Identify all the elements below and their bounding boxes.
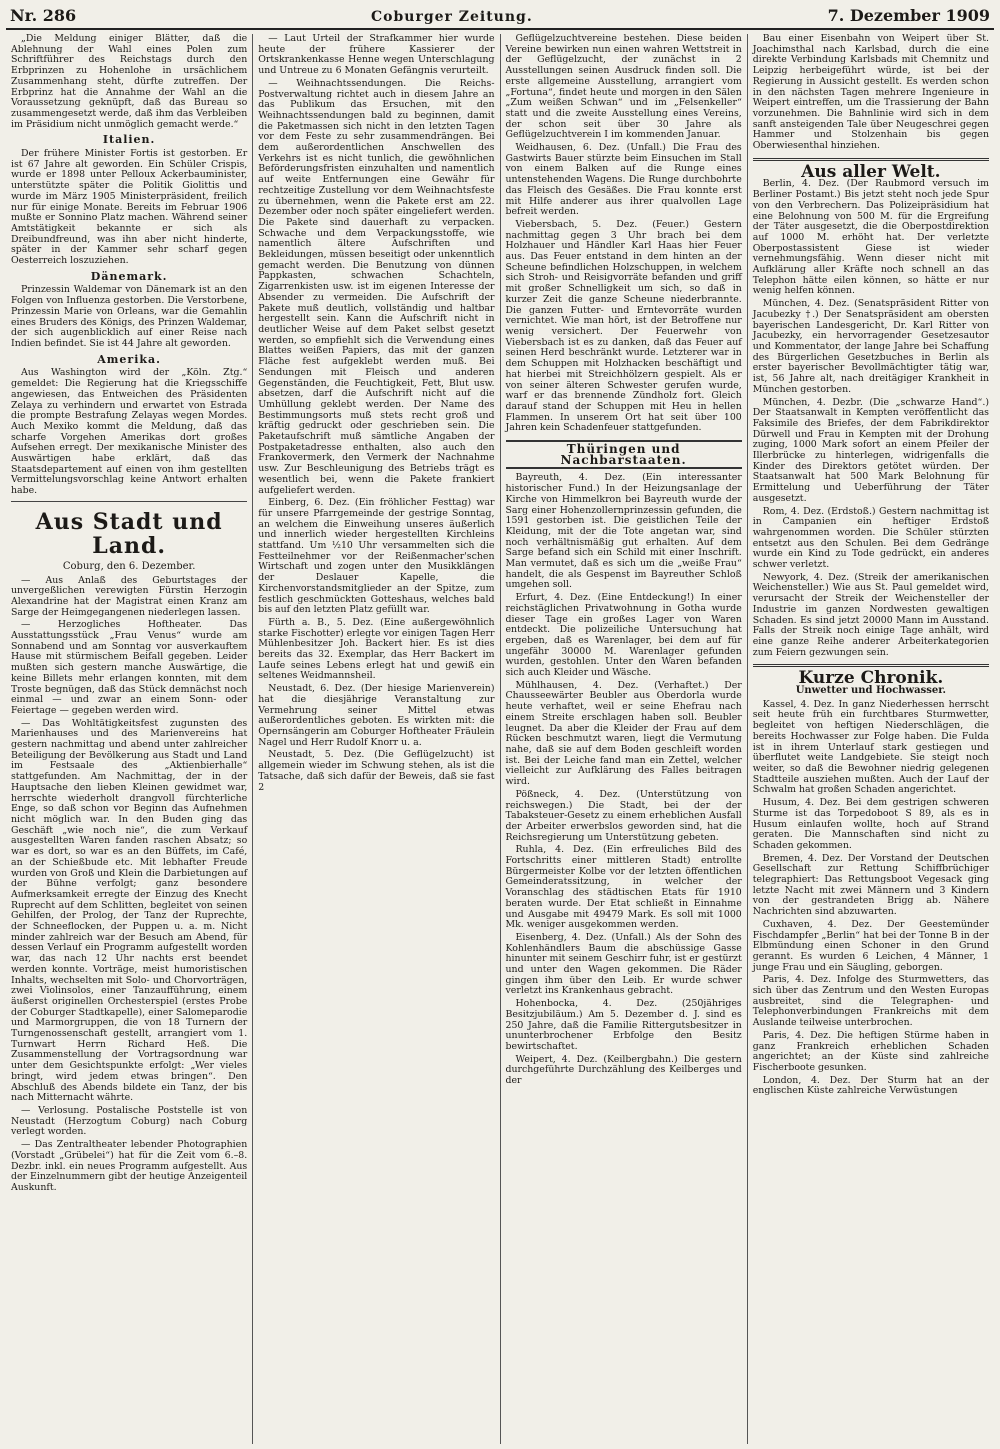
heading-stadt-und-land: Aus Stadt und Land. xyxy=(35,508,223,559)
article-paris-telegraph: Paris, 4. Dez. Infolge des Sturmwetters, das sich über das Zentrum und den Westen Europas ausbreitet, sind die Telegraphen- und Telephonverbindungen Frankreichs mit dem Auslande teilweise unterbrochen. xyxy=(752,974,989,1029)
issue-number: Nr. 286 xyxy=(10,6,77,25)
article-fuerth: Fürth a. B., 5. Dez. (Eine außergewöhnlich starke Fischotter) erlegte vor einigen Tagen Herr Mühlenbesitzer Joh. Backert hier. Es ist dies bereits das 32. Exemplar, das Herr Backert im Laufe seines Lebens erlegt hat und gewiß ein seltenes Weidmannsheil. xyxy=(258,616,495,682)
article-wohltaetigkeitsfest: — Das Wohltätigkeitsfest zugunsten des Marienhauses und des Marienvereins hat gestern nachmittag und abend unter zahlreicher Beteiligung der Bevölkerung aus Stadt und Land im Festsaale des „Aktienbierhalle“ stattgefunden. Am Nachmittag, der in der Hauptsache den lieben Kleinen gewidmet war, herrschte wiederholt drangvoll fürchterliche Enge, so daß schon vor Beginn das Aufnehmen nicht möglich war. In den Buden ging das Geschäft „wie noch nie“, die zum Verkauf ausgestellten Waren fanden raschen Absatz; so war es dort, so war es an den Büffets, im Café, an der Schießbude etc. Mit lebhafter Freude wurden von Groß und Klein die Darbietungen auf der Bühne verfolgt; ganz besondere Aufmerksamkeit erregte der Einzug des Knecht Ruprecht auf dem Schlitten, begleitet von seinen Gehilfen, der Prolog, der Tanz der Ruprechte, der Schneeflocken, der Puppen u. a. m. Nicht minder zahlreich war der Besuch am Abend, für dessen Verlauf ein Programm aufgestellt worden war, das nach 12 Uhr nachts erst beendet werden konnte. Vorträge, meist humoristischen Inhalts, wechselten mit Solo- und Chorvorträgen, zwei Violinsolos, einer Tanzaufführung, einem äußerst originellen Orchesterspiel (erstes Probe der Coburger Stadtkapelle), einer Salomeparodie und Marmorgruppen, die von 18 Turnern der Turngenossenschaft gestellt, arrangiert vom 1. Turnwart Herrn Richard Heß. Die Zusammenstellung der Vortragsordnung war unter dem Gesichtspunkte erfolgt: „Wer vieles bringt, wird jedem etwas bringen“. Den Abschluß des Abends bildete ein Tanz, der bis nach Mitternacht währte. xyxy=(11,717,248,1104)
subheading-unwetter: Unwetter und Hochwasser. xyxy=(795,685,947,697)
article-cuxhaven: Cuxhaven, 4. Dez. Der Geestemünder Fischdampfer „Berlin“ hat bei der Tonne B in der Elbmündung einen Schoner in den Grund gerannt. Es wurden 6 Leichen, 4 Männer, 1 junge Frau und ein Säugling, geborgen. xyxy=(752,918,989,973)
article-einberg: Einberg, 6. Dez. (Ein fröhlicher Festtag) war für unsere Pfarrgemeinde der gestrige Sonntag, an welchem die Einweihung unseres äußerlich und innerlich wieder hergestellten Kirchleins stattfand. Um ½10 Uhr versammelten sich die Festteilnehmer vor der Reißenmacher'schen Wirtschaft und zogen unter den Musikklängen der Deslauer Kapelle, die Kirchenvorstandsmitglieder an der Spitze, zum festlich geschmückten Gotteshaus, welches bald bis auf den letzten Platz gefüllt war. xyxy=(258,497,495,616)
article-newyork: Newyork, 4. Dez. (Streik der amerikanischen Weichensteller.) Wie aus St. Paul gemeldet wird, verursacht der Streik der Weichensteller der Industrie im ganzen Nordwesten gewaltigen Schaden. Es sind jetzt 20000 Mann im Ausstand. Falls der Streik noch einige Tage anhält, wird eine ganze Reihe anderer Arbeiterkategorien zum Feiern gezwungen sein. xyxy=(752,571,989,658)
article-geburtstag: — Aus Anlaß des Geburtstages der unvergeßlichen verewigten Fürstin Herzogin Alexandrine hat der Magistrat einen Kranz am Sarge der Heimgegangenen niederlegen lassen. xyxy=(11,574,248,618)
article-verlosung: — Verlosung. Postalische Poststelle ist von Neustadt (Herzogtum Coburg) nach Coburg verlegt worden. xyxy=(11,1104,248,1138)
article-gefluegel-continued: Geflügelzuchtvereine bestehen. Diese beiden Vereine bewirken nun einen wahren Wettstreit in der Geflügelzucht, der zunächst in 2 Ausstellungen seinen Ausdruck finden soll. Die erste allgemeine Ausstellung, arrangiert vom „Fortuna“, findet heute und morgen in den Sälen „Zum weißen Schwan“ und im „Felsenkeller“ statt und die zweite Ausstellung eines Vereins, der schon seit über 30 Jahre als Geflügelzuchtverein I im kommenden Januar. xyxy=(505,34,742,141)
heading-aus-aller-welt: Aus aller Welt. xyxy=(801,161,941,182)
column-2 xyxy=(253,34,500,1444)
heading-daenemark: Dänemark. xyxy=(90,269,168,283)
article-eisenberg: Eisenberg, 4. Dez. (Unfall.) Als der Sohn des Kohlenhändlers Baum die abschüssige Gasse hinunter mit seinem Geschirr fuhr, ist er gestürzt und unter den Wagen gekommen. Die Räder gingen ihm über den Leib. Er wurde schwer verletzt ins Krankenhaus gebracht. xyxy=(505,931,742,997)
article-paris-stuerme: Paris, 4. Dez. Die heftigen Stürme haben in ganz Frankreich erheblichen Schaden angerichtet; an der Küste sind zahlreiche Fischerboote gesunken. xyxy=(752,1029,989,1073)
article-muehlhausen: Mühlhausen, 4. Dez. (Verhaftet.) Der Chausseewärter Beubler aus Oberdorla wurde heute verhaftet, weil er seine Ehefrau nach einem Streite erschlagen haben soll. Beubler leugnet. Da aber die Kleider der Frau auf dem Rücken beschmutzt waren, liegt die Vermutung nahe, daß sie auf dem Boden geschleift worden ist. Bei der Leiche fand man ein Zettel, welcher vielleicht zur Aufklärung des Falles beitragen wird. xyxy=(505,679,742,788)
article-hoftheater: — Herzogliches Hoftheater. Das Ausstattungsstück „Frau Venus“ wurde am Sonnabend und am Sonntag vor ausverkauftem Hause mit stürmischem Beifall gegeben. Leider mußten sich gestern manche Auswärtige, die keine Billets mehr erlangen konnten, mit dem Troste begnügen, daß das Stück demnächst noch einmal — und zwar an einem Sonn- oder Feiertage — gegeben werden wird. xyxy=(11,619,248,716)
article-strafkammer: — Laut Urteil der Strafkammer hier wurde heute der frühere Kassierer der Ortskrankenkasse Henne wegen Unterschlagung und Untreue zu 6 Monaten Gefängnis verurteilt. xyxy=(258,34,495,77)
article-london: London, 4. Dez. Der Sturm hat an der englischen Küste zahlreiche Verwüstungen xyxy=(752,1074,989,1097)
article-poessneck: Pößneck, 4. Dez. (Unterstützung von reichswegen.) Die Stadt, bei der der Tabaksteuer-Gesetz zu einem erheblichen Ausfall der Arbeiter erwerbslos geworden sind, hat die Reichsregierung um Unterstützung gebeten. xyxy=(505,788,742,843)
article-bahn-continued: Bau einer Eisenbahn von Weipert über St. Joachimsthal nach Karlsbad, durch die eine direkte Verbindung Karlsbads mit Chemnitz und Leipzig herbeigeführt würde, ist bei der Regierung in Aussicht gestellt. Es werden schon in den nächsten Tagen mehrere Ingenieure in Weipert eintreffen, um die Trassierung der Bahn vorzunehmen. Die Bahnlinie wird sich in dem sanft ansteigenden Tale über Neugeschrei gegen Hammer und Stolzenhain bis gegen Oberwiesenthal hinziehen. xyxy=(752,34,989,152)
heading-italien: Italien. xyxy=(102,133,156,147)
article-italien: Der frühere Minister Fortis ist gestorben. Er ist 67 Jahre alt geworden. Ein Schüler Crispis, wurde er 1898 unter Pelloux Ackerbauminister, unterstützte später die Politik Giolittis und wurde im März 1905 Ministerpräsident, freilich nur für einige Monate. Bereits im Februar 1906 mußte er Sonnino Platz machen. Während seiner Amtstätigkeit bekannte er sich als Dreibundfreund, was ihn aber nicht hinderte, später in der Kammer sehr scharf gegen Oesterreich loszuziehen. xyxy=(11,148,248,267)
article-viebersbach: Viebersbach, 5. Dez. (Feuer.) Gestern nachmittag gegen 3 Uhr brach bei dem Holzhauer und Händler Karl Haas hier Feuer aus. Das Feuer entstand in dem hinten an der Scheune befindlichen Holzschuppen, in welchem sich Stroh- und Reisigvorräte befanden und griff mit großer Schnelligkeit um sich, so daß in kurzer Zeit die ganze Scheune niederbrannte. Die ganzen Futter- und Erntevorräte wurden vernichtet. Wie man hört, ist der Betroffene nur wenig versichert. Der Feuerwehr von Viebersbach ist es zu danken, daß das Feuer auf seinen Herd beschränkt wurde. Letzterer war in dem Schuppen mit Holzhacken beschäftigt und hat hierbei mit Streichhölzern gespielt. Als er von seiner älteren Schwester gerufen wurde, warf er das brennende Zündholz fort. Gleich darauf stand der Schuppen mit Heu in hellen Flammen. In unserem Ort hat seit über 100 Jahren kein Schadenfeuer stattgefunden. xyxy=(505,218,742,434)
article-reichstag: „Die Meldung einiger Blätter, daß die Ablehnung der Wahl eines Polen zum Schriftführer des Reichstags durch den Erbprinzen zu Hohenlohe in ursächlichem Zusammenhang steht, dürfte zutreffen. Der Erbprinz hat die Annahme der Wahl an die Voraussetzung geknüpft, daß das Bureau so zusammengesetzt werde, daß ihm das Verbleiben im Präsidium nicht unmöglich gemacht werde.“ xyxy=(11,34,248,130)
article-bayreuth: Bayreuth, 4. Dez. (Ein interessanter historischer Fund.) In der Heizungsanlage der Kirche von Himmelkron bei Bayreuth wurde der Sarg einer Hohenzollernprinzessin gefunden, die 1591 gestorben ist. Die geistlichen Teile der Kleidung, mit der die Tote angetan war, sind noch verhältnismäßig gut erhalten. Auf dem Sarge befand sich ein Schild mit einer Inschrift. Man vermutet, daß es sich um die „weiße Frau“ handelt, die als Gespenst im Bayreuther Schloß umgehen soll. xyxy=(505,472,742,591)
divider xyxy=(753,664,989,667)
article-bremen: Bremen, 4. Dez. Der Vorstand der Deutschen Gesellschaft zur Rettung Schiffbrüchiger telegraphiert: Das Rettungsboot Vegesack ging letzte Nacht mit zwei Männern und 3 Kindern von der gestrandeten Brigg ab. Nähere Nachrichten sind abzuwarten. xyxy=(752,852,989,918)
article-ruhla: Ruhla, 4. Dez. (Ein erfreuliches Bild des Fortschritts einer mittleren Stadt) entrollte Bürgermeister Kolbe vor der letzten öffentlichen Gemeinderatssitzung, in welcher der Voranschlag des städtischen Etats für 1910 beraten wurde. Der Etat schließt in Einnahme und Ausgabe mit 49479 Mark. Es soll mit 1000 Mk. weniger ausgekommen werden. xyxy=(505,844,742,931)
divider xyxy=(753,158,989,161)
columns xyxy=(6,34,994,1444)
divider xyxy=(11,501,247,502)
masthead xyxy=(6,6,994,30)
article-husum: Husum, 4. Dez. Bei dem gestrigen schweren Sturme ist das Torpedoboot S 89, als es in Husum einlaufen wollte, hoch auf Strand geraten. Die Mannschaften sind nicht zu Schaden gekommen. xyxy=(752,797,989,851)
article-erfurt: Erfurt, 4. Dez. (Eine Entdeckung!) In einer reichstäglichen Privatwohnung in Gotha wurde dieser Tage ein großes Lager von Waren entdeckt. Die polizeiliche Untersuchung hat ergeben, daß es Warenlager, bei dem auf für ungefähr 30000 M. Warenlager gefunden wurden, gestohlen. Unter den Waren befanden sich auch Kleider und Wäsche. xyxy=(505,592,742,679)
heading-kurze-chronik: Kurze Chronik. xyxy=(798,668,944,689)
dateline-coburg: Coburg, den 6. Dezember. xyxy=(62,560,196,572)
article-berlin: Berlin, 4. Dez. (Der Raubmord versuch im Berliner Postamt.) Bis jetzt steht noch jede Spur von den Verbrechern. Das Polizeipräsidium hat eine Belohnung von 500 M. für die Ergreifung der Täter ausgesetzt, die die Oberpostdirektion auf 1000 M. erhöht hat. Der verletzte Oberpostassistent Giese ist wieder vernehmungsfähig. Wenn dieser nicht mit Aufklärung aller Kräfte noch schnell an das Telephon hätte eilen können, so hätte er nur wenig helfen können. xyxy=(752,178,989,297)
article-neustadt-marienverein: Neustadt, 6. Dez. (Der hiesige Marienverein) hat die diesjährige Veranstaltung zur Vermehrung seiner Mittel etwas außerordentliches geboten. Es wirkten mit: die Opernsängerin am Coburger Hoftheater Fräulein Nagel und Herr Rudolf Knorr u. a. xyxy=(258,683,495,748)
column-3 xyxy=(501,34,748,1444)
heading-amerika: Amerika. xyxy=(97,352,161,366)
article-rom: Rom, 4. Dez. (Erdstoß.) Gestern nachmittag ist in Campanien ein heftiger Erdstoß wahrgenommen worden. Die Schüler stürzten entsetzt aus den Schulen. Bei dem Gedränge wurde ein Kind zu Tode gedrückt, ein anderes schwer verletzt. xyxy=(752,505,989,571)
article-zentraltheater: — Das Zentraltheater lebender Photographien (Vorstadt „Grübelei“) hat für die Zeit vom 6.–8. Dezbr. inkl. ein neues Programm aufgestellt. Aus der Einzelnummern gibt der heutige Anzeigenteil Auskunft. xyxy=(11,1139,248,1193)
article-hohenbocka: Hohenbocka, 4. Dez. (250jähriges Besitzjubiläum.) Am 5. Dezember d. J. sind es 250 Jahre, daß die Familie Rittergutsbesitzer in ununterbrochener Erbfolge den Besitz bewirtschaftet. xyxy=(505,998,742,1052)
heading-thueringen: Thüringen und Nachbarstaaten. xyxy=(506,440,742,469)
article-weidhausen: Weidhausen, 6. Dez. (Unfall.) Die Frau des Gastwirts Bauer stürzte beim Einsuchen im Stall von einem Balken auf die Runge eines untenstehenden Wagens. Die Runge durchbohrte das Fleisch des Gesäßes. Die Frau konnte erst mit Hilfe anderer aus ihrer qualvollen Lage befreit werden. xyxy=(505,142,742,218)
article-neustadt-gefluegelzucht: Neustadt, 5. Dez. (Die Geflügelzucht) ist allgemein wieder im Schwung stehen, als ist die Tatsache, daß sich dafür der Beweis, daß sie fast 2 xyxy=(258,749,495,793)
article-muenchen-senatspraesident: München, 4. Dez. (Senatspräsident Ritter von Jacubezky †.) Der Senatspräsident am obersten bayerischen Landesgericht, Dr. Karl Ritter von Jacubezky, ein hervorragender Gesetzesautor und Kommentator, der lange Jahre bei Schaffung des Bürgerlichen Gesetzbuches in Berlin als erster bayerischer Bevollmächtigter tätig war, ist, 56 Jahre alt, nach dreitägiger Krankheit in München gestorben. xyxy=(752,298,989,395)
article-amerika: Aus Washington wird der „Köln. Ztg.“ gemeldet: Die Regierung hat die Kriegsschiffe angewiesen, das Entweichen des Präsidenten Zelaya zu verhindern und erwartet von Estrada die prompte Bestrafung Zelayas wegen Mordes. Auch Mexiko kommt die Meldung, daß das scharfe Vorgehen Amerikas dort großes Aufsehen erregt. Der mexikanische Minister des Auswärtigen habe erklärt, daß das Staatsdepartement auf einen von ihm gestellten Vermittelungsvorschlag keine Antwort erhalten habe. xyxy=(11,367,248,497)
article-muenchen-schwarze-hand: München, 4. Dezbr. (Die „schwarze Hand“.) Der Staatsanwalt in Kempten veröffentlicht das Faksimile des Briefes, der dem Fabrikdirektor Dürwell und Frau in Kempten mit der Drohung zuging, 1000 Mark sofort an einem Pfeiler der Illerbrücke zu hinterlegen, widrigenfalls die Kinder des Direktors getötet würden. Der Staatsanwalt hat 500 Mark Belohnung für Ermittelung und Ueberführung der Täter ausgesetzt. xyxy=(752,396,989,504)
column-1 xyxy=(6,34,253,1444)
article-daenemark: Prinzessin Waldemar von Dänemark ist an den Folgen von Influenza gestorben. Die Verstorbene, Prinzessin Marie von Orleans, war die Gemahlin eines Bruders des Königs, des Prinzen Waldemar, der sich augenblicklich auf einer Reise nach Indien befindet. Sie ist 44 Jahre alt geworden. xyxy=(11,284,248,349)
article-weipert: Weipert, 4. Dez. (Keilbergbahn.) Die gestern durchgeführte Durchzählung des Keilberges und der xyxy=(505,1053,742,1087)
article-weihnachtssendungen: — Weihnachtssendungen. Die Reichs-Postverwaltung richtet auch in diesem Jahre an das Publikum das Ersuchen, mit den Weihnachtssendungen bald zu beginnen, damit die Paketmassen sich nicht in den letzten Tagen vor dem Feste zu sehr zusammendrängen. Bei dem außerordentlichen Anschwellen des Verkehrs ist es nicht tunlich, die gewöhnlichen Beförderungsfristen einzuhalten und namentlich auf weite Entfernungen eine Gewähr für rechtzeitige Zustellung vor dem Weihnachtsfeste zu übernehmen, wenn die Pakete erst am 22. Dezember oder noch später eingeliefert werden. Die Pakete sind dauerhaft zu verpacken. Schwache und dem Verpackungsstoffe, wie namentlich ältere Aufschriften und Bekleidungen, müssen beseitigt oder unkenntlich gemacht werden. Die Benutzung von dünnen Pappkasten, schwachen Schachteln, Zigarrenkisten usw. ist im eigenen Interesse der Absender zu vermeiden. Die Aufschrift der Pakete muß deutlich, vollständig und haltbar hergestellt sein. Kann die Aufschrift nicht in deutlicher Weise auf dem Paket selbst gesetzt werden, so empfiehlt sich die Verwendung eines Blattes weißen Papiers, das mit der ganzen Fläche fest aufgeklebt werden muß. Bei Sendungen mit Fleisch und anderen Gegenständen, die Feuchtigkeit, Fett, Blut usw. absetzen, darf die Aufschrift nicht auf die Umhüllung geklebt werden. Der Name des Bestimmungsorts muß stets recht groß und kräftig gedruckt oder geschrieben sein. Die Paketaufschrift muß sämtliche Angaben der Postpaketadresse enthalten, also auch den Frankovermerk, den Vermerk der Nachnahme usw. Zur Beschleunigung des Betriebs trägt es wesentlich bei, wenn die Pakete frankiert aufgeliefert werden. xyxy=(258,77,495,496)
article-kassel: Kassel, 4. Dez. In ganz Niederhessen herrscht seit heute früh ein furchtbares Sturmwetter, begleitet von heftigen Niederschlägen, die bereits Hochwasser zur Folge haben. Die Fulda ist in ihrem Unterlauf stark gestiegen und überflutet weite Landgebiete. Sie steigt noch weiter, so daß die Bewohner niedrig gelegenen Stadtteile ausziehen mußten. Auch der Lauf der Schwalm hat großen Schaden angerichtet. xyxy=(752,698,989,796)
column-4 xyxy=(748,34,994,1444)
newspaper-name: Coburger Zeitung. xyxy=(371,9,533,25)
issue-date: 7. Dezember 1909 xyxy=(827,6,990,25)
